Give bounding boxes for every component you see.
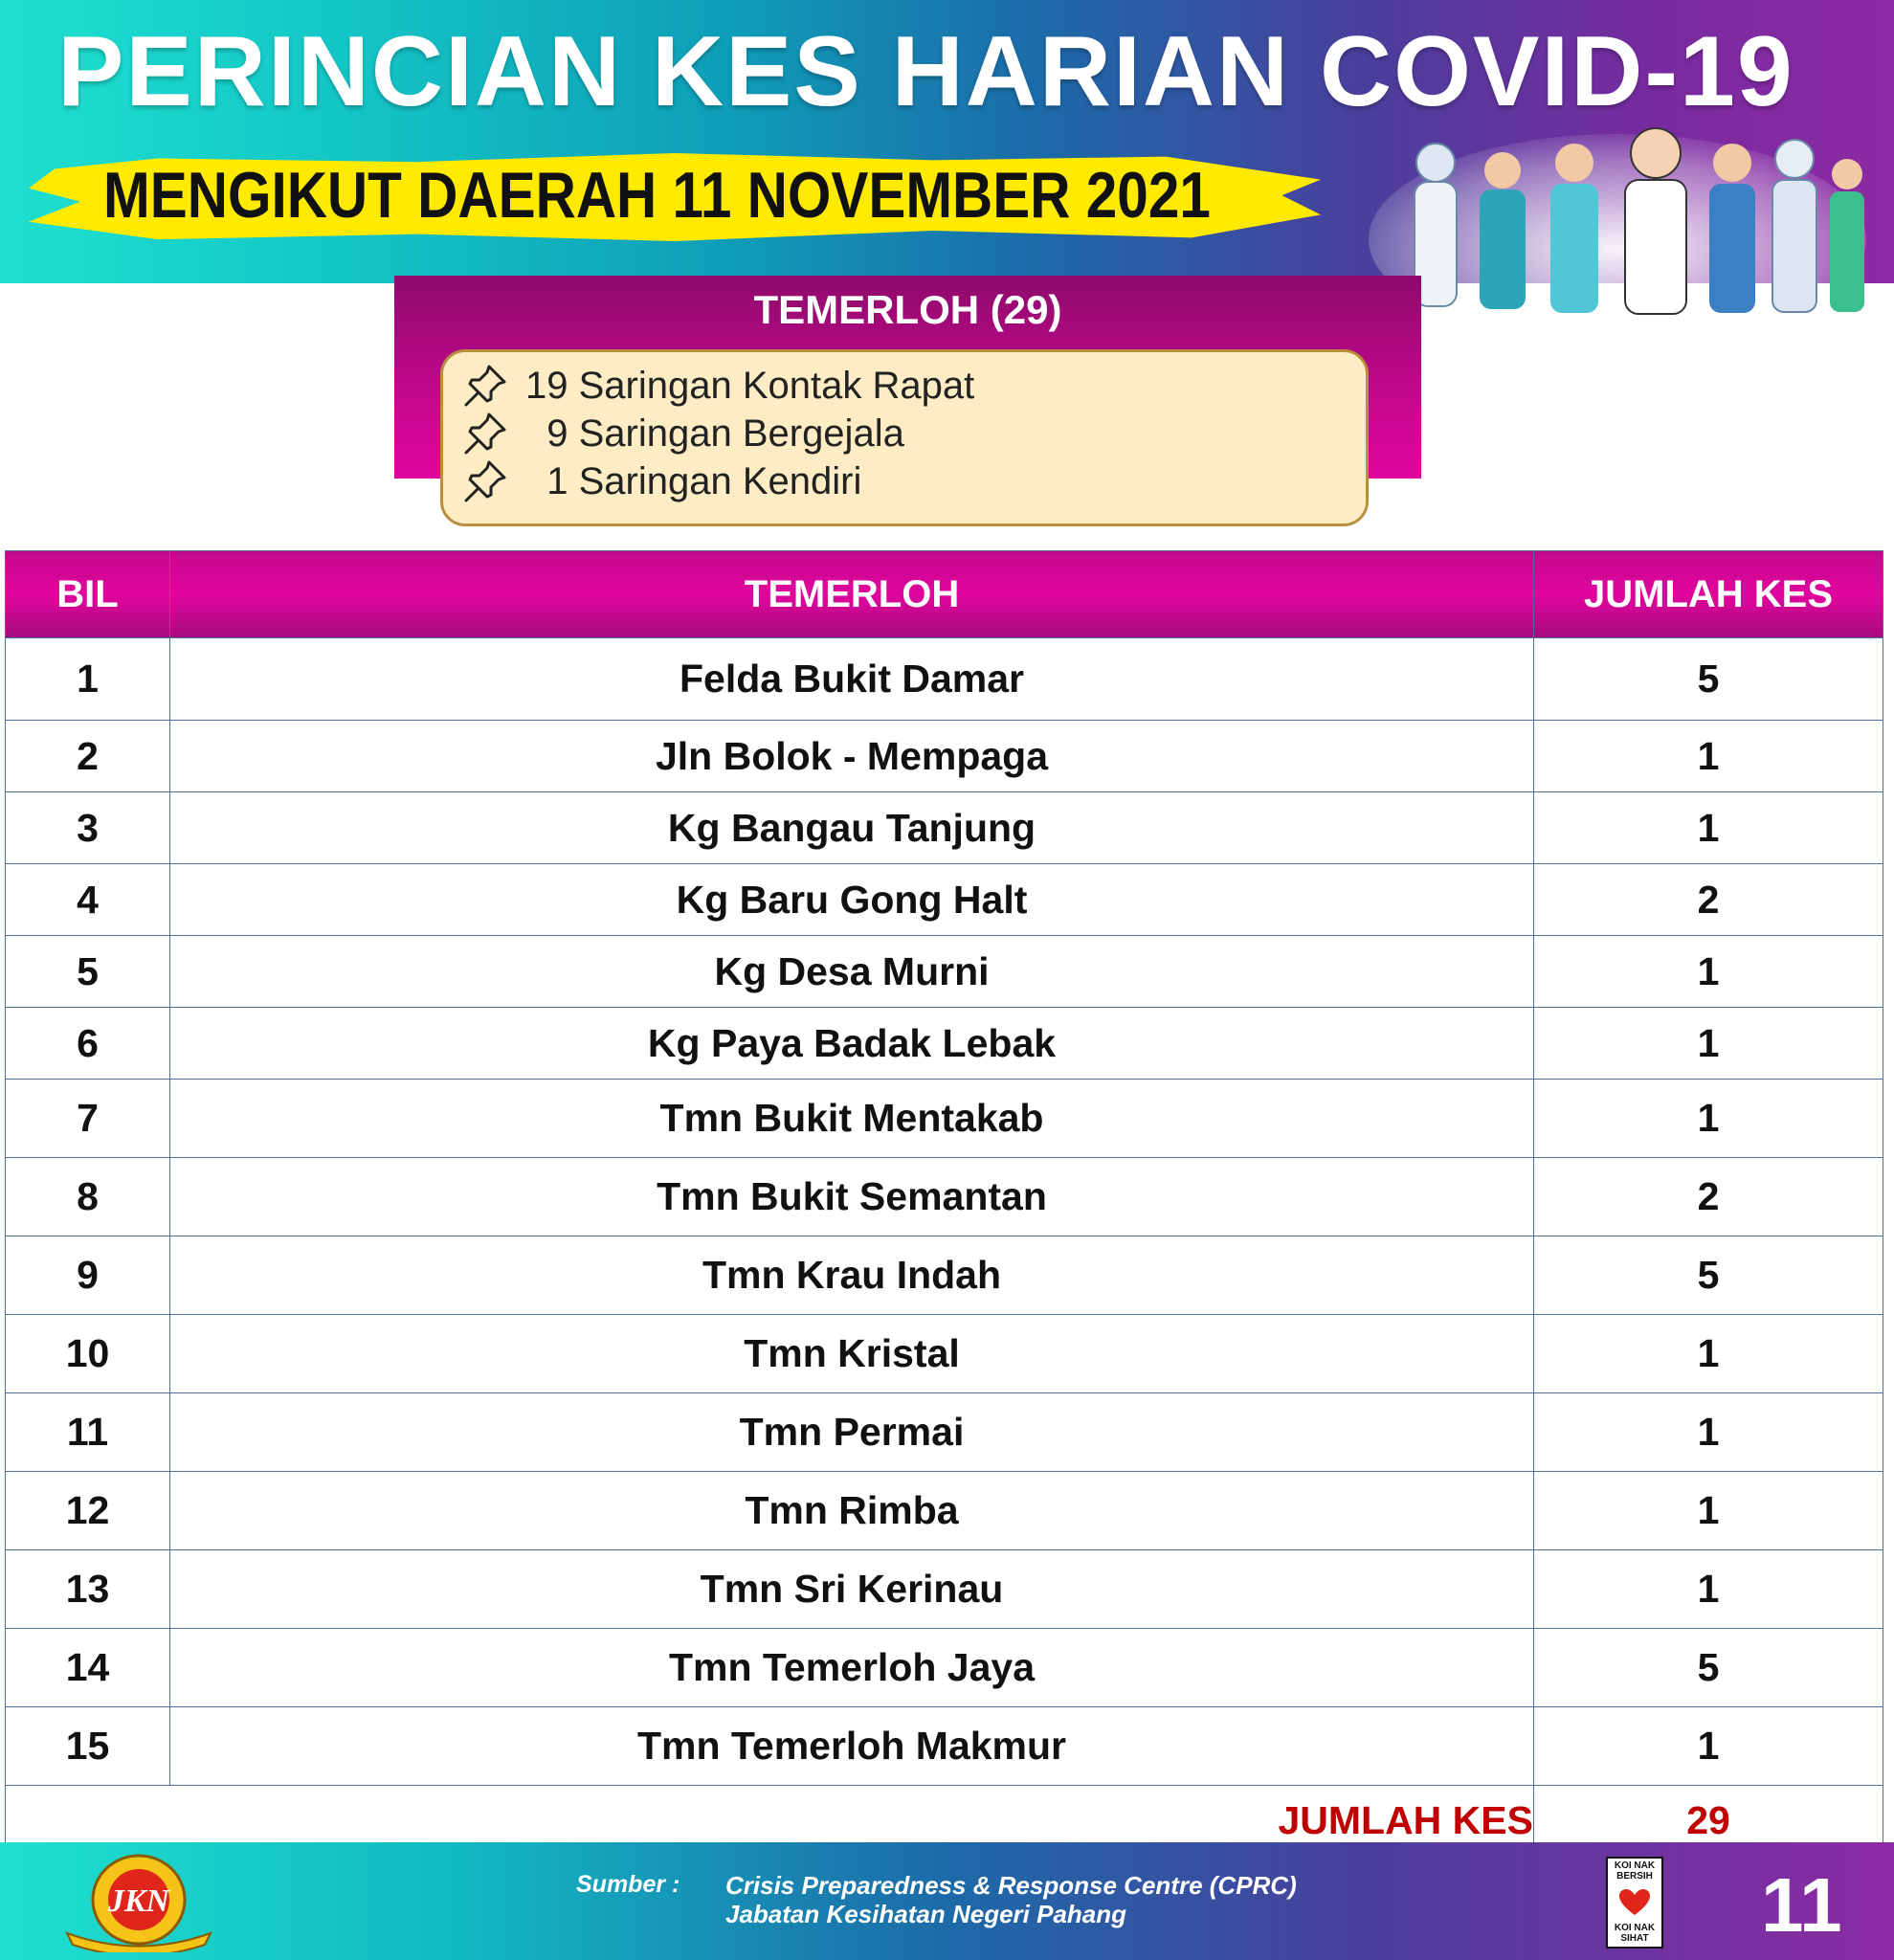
badge-top-text: KOI NAK BERSIH — [1614, 1860, 1656, 1882]
source-label: Sumber : — [576, 1871, 680, 1898]
screening-item-text: 19 Saringan Kontak Rapat — [525, 364, 975, 407]
pushpin-icon — [462, 458, 508, 504]
screening-breakdown-box — [440, 349, 1369, 526]
row-number: 6 — [6, 1008, 170, 1080]
row-location: Jln Bolok - Mempaga — [170, 721, 1534, 792]
row-location: Tmn Temerloh Makmur — [170, 1707, 1534, 1786]
row-cases: 5 — [1534, 1629, 1883, 1707]
total-value: 29 — [1534, 1786, 1883, 1856]
row-cases: 1 — [1534, 721, 1883, 792]
row-location: Tmn Sri Kerinau — [170, 1550, 1534, 1629]
row-cases: 1 — [1534, 792, 1883, 864]
row-cases: 1 — [1534, 1550, 1883, 1629]
row-number: 3 — [6, 792, 170, 864]
row-number: 8 — [6, 1158, 170, 1236]
table-row — [6, 1236, 1883, 1315]
jkn-logo — [57, 1852, 220, 1952]
row-location: Tmn Bukit Mentakab — [170, 1080, 1534, 1158]
table-row — [6, 638, 1883, 721]
row-location: Tmn Kristal — [170, 1315, 1534, 1393]
total-label: JUMLAH KES — [6, 1786, 1534, 1856]
row-cases: 5 — [1534, 1236, 1883, 1315]
row-location: Kg Baru Gong Halt — [170, 864, 1534, 936]
row-cases: 2 — [1534, 864, 1883, 936]
source-line-2: Jabatan Kesihatan Negeri Pahang — [725, 1900, 1127, 1928]
cases-table — [5, 550, 1883, 1856]
row-location: Kg Paya Badak Lebak — [170, 1008, 1534, 1080]
page-number: 11 — [1761, 1862, 1842, 1948]
column-header-cases: JUMLAH KES — [1534, 551, 1883, 638]
row-number: 7 — [6, 1080, 170, 1158]
row-number: 14 — [6, 1629, 170, 1707]
column-header-bil: BIL — [6, 551, 170, 638]
row-number: 15 — [6, 1707, 170, 1786]
row-number: 2 — [6, 721, 170, 792]
row-cases: 1 — [1534, 1080, 1883, 1158]
healthcare-workers-illustration — [1369, 124, 1866, 316]
table-row — [6, 1707, 1883, 1786]
row-location: Tmn Rimba — [170, 1472, 1534, 1550]
row-location: Tmn Permai — [170, 1393, 1534, 1472]
table-row — [6, 1080, 1883, 1158]
page-subtitle: MENGIKUT DAERAH 11 NOVEMBER 2021 — [103, 159, 1211, 232]
row-cases: 5 — [1534, 638, 1883, 721]
heart-icon — [1617, 1888, 1652, 1917]
table-row — [6, 1393, 1883, 1472]
row-number: 11 — [6, 1393, 170, 1472]
table-row — [6, 721, 1883, 792]
table-row — [6, 1550, 1883, 1629]
screening-item — [462, 362, 974, 410]
cases-table-wrapper — [5, 550, 1883, 1856]
table-row — [6, 1315, 1883, 1393]
row-cases: 2 — [1534, 1158, 1883, 1236]
screening-item-text: 1 Saringan Kendiri — [525, 459, 862, 502]
screening-item — [462, 410, 904, 457]
screening-item — [462, 457, 861, 505]
row-number: 9 — [6, 1236, 170, 1315]
row-location: Kg Bangau Tanjung — [170, 792, 1534, 864]
table-row — [6, 864, 1883, 936]
table-row — [6, 1472, 1883, 1550]
koi-nak-sihat-badge — [1606, 1857, 1663, 1949]
row-number: 1 — [6, 638, 170, 721]
page-title: PERINCIAN KES HARIAN COVID-19 — [57, 16, 1794, 127]
table-row — [6, 936, 1883, 1008]
column-header-location: TEMERLOH — [170, 551, 1534, 638]
row-cases: 1 — [1534, 1707, 1883, 1786]
screening-item-text: 9 Saringan Bergejala — [525, 412, 904, 455]
row-cases: 1 — [1534, 1008, 1883, 1080]
row-number: 12 — [6, 1472, 170, 1550]
row-location: Felda Bukit Damar — [170, 638, 1534, 721]
row-number: 13 — [6, 1550, 170, 1629]
row-number: 4 — [6, 864, 170, 936]
district-title: TEMERLOH (29) — [753, 287, 1062, 332]
source-line-1: Crisis Preparedness & Response Centre (CPRC) — [725, 1871, 1297, 1900]
row-cases: 1 — [1534, 1472, 1883, 1550]
table-row — [6, 792, 1883, 864]
table-row — [6, 1629, 1883, 1707]
header-banner — [0, 0, 1894, 283]
pushpin-icon — [462, 363, 508, 409]
row-number: 10 — [6, 1315, 170, 1393]
row-location: Tmn Bukit Semantan — [170, 1158, 1534, 1236]
jkn-logo-text: JKN — [107, 1883, 170, 1919]
row-location: Tmn Temerloh Jaya — [170, 1629, 1534, 1707]
table-row — [6, 1008, 1883, 1080]
pushpin-icon — [462, 411, 508, 457]
row-number: 5 — [6, 936, 170, 1008]
badge-bottom-text: KOI NAK SIHAT — [1614, 1923, 1656, 1944]
table-header-row — [6, 551, 1883, 638]
table-row — [6, 1158, 1883, 1236]
row-cases: 1 — [1534, 1393, 1883, 1472]
row-location: Kg Desa Murni — [170, 936, 1534, 1008]
row-cases: 1 — [1534, 1315, 1883, 1393]
row-cases: 1 — [1534, 936, 1883, 1008]
footer-banner — [0, 1842, 1894, 1960]
row-location: Tmn Krau Indah — [170, 1236, 1534, 1315]
